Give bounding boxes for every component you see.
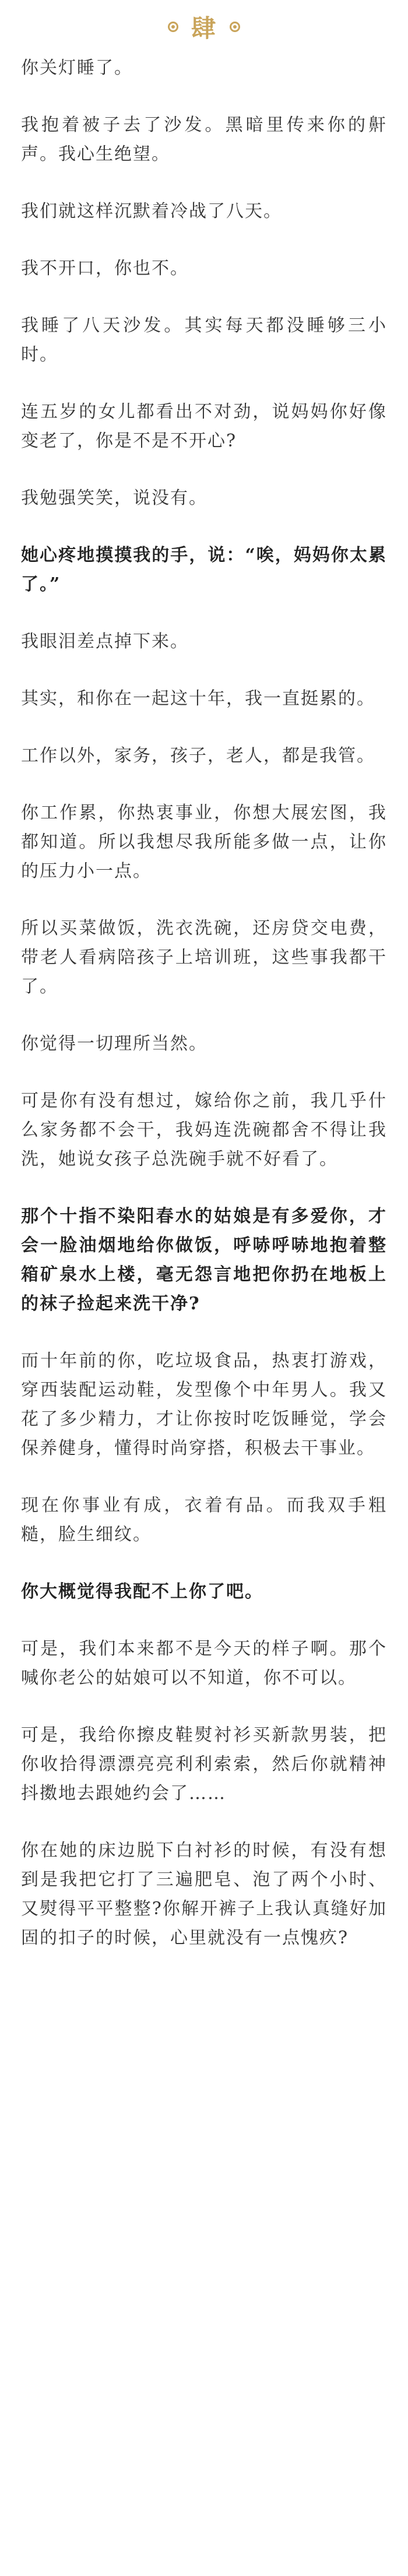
paragraph-16: 那个十指不染阳春水的姑娘是有多爱你，才会一脸油烟地给你做饭，呼哧呼哧地抱着整箱矿泉水上楼，毫无怨言地把你扔在地板上的袜子捡起来洗干净? xyxy=(21,1206,387,1314)
paragraph-20: 可是，我们本来都不是今天的样子啊。那个喊你老公的姑娘可以不知道，你不可以。 xyxy=(21,1639,387,1688)
paragraph-13: 所以买菜做饭，洗衣洗碗，还房贷交电费，带老人看病陪孩子上培训班，这些事我都干了。 xyxy=(21,918,387,997)
paragraph-15: 可是你有没有想过，嫁给你之前，我几乎什么家务都不会干，我妈连洗碗都舍不得让我洗，她说女孩子总洗碗手就不好看了。 xyxy=(21,1091,387,1169)
paragraph-17: 而十年前的你，吃垃圾食品，热衷打游戏，穿西装配运动鞋，发型像个中年男人。我又花了多少精力，才让你按时吃饭睡觉，学会保养健身，懂得时尚穿搭，积极去干事业。 xyxy=(21,1351,387,1459)
chapter-header xyxy=(21,0,387,54)
paragraph-14: 你觉得一切理所当然。 xyxy=(21,1034,207,1054)
paragraph-6: 连五岁的女儿都看出不对劲，说妈妈你好像变老了，你是不是不开心? xyxy=(21,402,387,451)
paragraph-9: 我眼泪差点掉下来。 xyxy=(21,631,189,652)
right-ornament-icon xyxy=(230,22,240,32)
paragraph-8: 她心疼地摸摸我的手，说：“唉，妈妈你太累了。” xyxy=(21,545,387,595)
left-ornament-icon xyxy=(168,22,178,32)
article-body xyxy=(21,54,387,1953)
paragraph-7: 我勉强笑笑，说没有。 xyxy=(21,488,207,508)
paragraph-21: 可是，我给你擦皮鞋熨衬衫买新款男装，把你收拾得漂漂亮亮利利索索，然后你就精神抖擞地去跟她约会了…… xyxy=(21,1725,387,1804)
paragraph-10: 其实，和你在一起这十年，我一直挺累的。 xyxy=(21,688,375,709)
paragraph-19: 你大概觉得我配不上你了吧。 xyxy=(21,1582,263,1602)
paragraph-22: 你在她的床边脱下白衬衫的时候，有没有想到是我把它打了三遍肥皂、泡了两个小时、又熨得平平整整?你解开裤子上我认真缝好加固的扣子的时候，心里就没有一点愧疚? xyxy=(21,1840,387,1948)
paragraph-1: 你关灯睡了。 xyxy=(21,58,133,78)
paragraph-3: 我们就这样沉默着冷战了八天。 xyxy=(21,201,282,222)
paragraph-5: 我睡了八天沙发。其实每天都没睡够三小时。 xyxy=(21,315,387,365)
paragraph-4: 我不开口，你也不。 xyxy=(21,258,189,279)
paragraph-2: 我抱着被子去了沙发。黑暗里传来你的鼾声。我心生绝望。 xyxy=(21,115,387,164)
chapter-title: 肆 xyxy=(191,14,217,43)
paragraph-11: 工作以外，家务，孩子，老人，都是我管。 xyxy=(21,746,375,766)
paragraph-18: 现在你事业有成，衣着有品。而我双手粗糙，脸生细纹。 xyxy=(21,1495,387,1545)
paragraph-12: 你工作累，你热衷事业，你想大展宏图，我都知道。所以我想尽我所能多做一点，让你的压力小一点。 xyxy=(21,803,387,881)
